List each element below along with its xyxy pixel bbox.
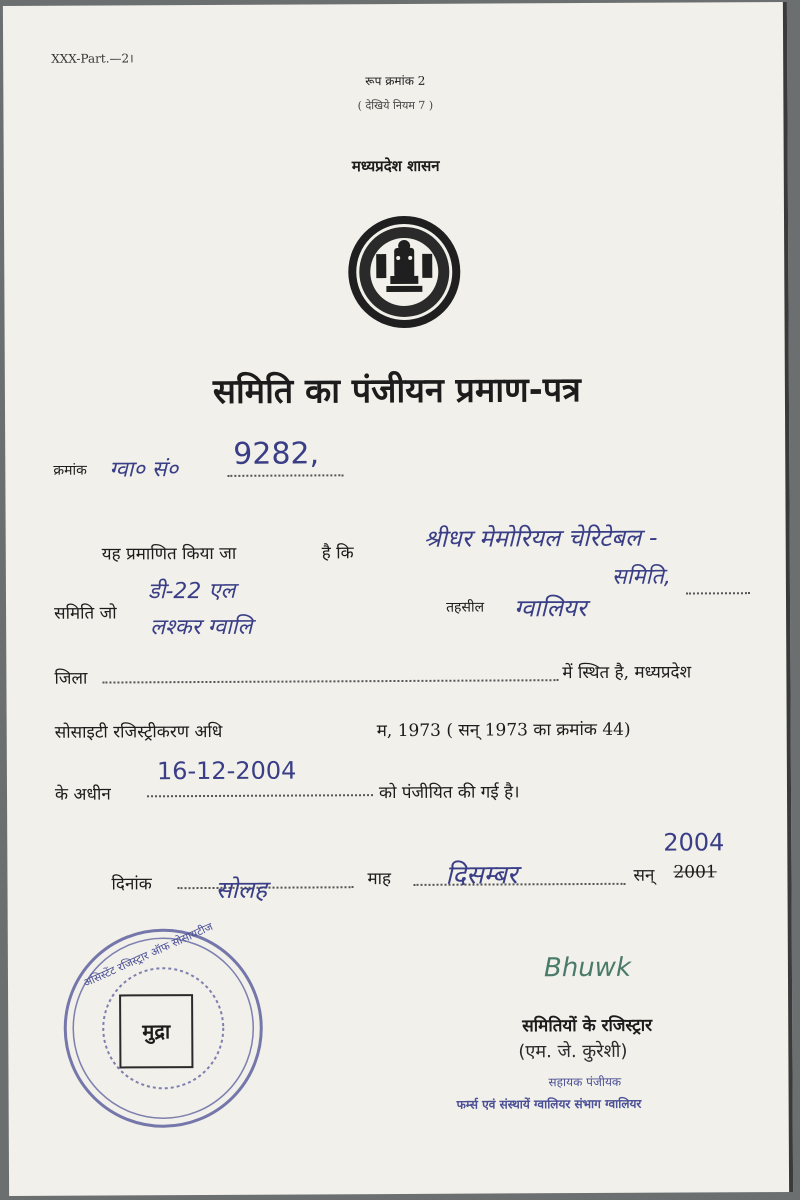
date-label: दिनांक bbox=[111, 874, 152, 895]
district-label: जिला bbox=[54, 668, 88, 689]
designation: सहायक पंजीयक bbox=[548, 1074, 622, 1090]
rule-reference: ( देखिये नियम 7 ) bbox=[357, 98, 434, 113]
situated-text: में स्थित है, मध्यप्रदेश bbox=[562, 662, 692, 684]
month-handwritten: दिसम्बर bbox=[445, 860, 518, 891]
year-handwritten: 2004 bbox=[663, 828, 725, 857]
office-name: फर्म्स एवं संस्थायें ग्वालियर संभाग ग्वालियर bbox=[456, 1096, 642, 1112]
day-handwritten: सोलह bbox=[215, 875, 268, 904]
certificate-paper bbox=[3, 2, 793, 1196]
tehsil-name: ग्वालियर bbox=[513, 594, 587, 623]
certify-text-mid: है कि bbox=[321, 543, 354, 564]
registrar-title: समितियों के रजिस्ट्रार bbox=[522, 1015, 653, 1037]
year-printed: 2001 bbox=[673, 862, 717, 883]
year-label: सन् bbox=[633, 865, 655, 886]
serial-underline bbox=[227, 474, 343, 477]
certify-text: यह प्रमाणित किया जा bbox=[101, 543, 237, 565]
stamp-box-text: मुद्रा bbox=[142, 1019, 171, 1044]
government-name: मध्यप्रदेश शासन bbox=[351, 156, 440, 176]
date-dots bbox=[147, 794, 373, 797]
society-suffix: समिति, bbox=[611, 564, 671, 590]
society-name: श्रीधर मेमोरियल चेरिटेबल - bbox=[423, 523, 658, 553]
registration-date: 16-12-2004 bbox=[156, 756, 297, 786]
society-dots bbox=[686, 592, 750, 594]
act-text: सोसाइटी रजिस्ट्रीकरण अधि bbox=[54, 721, 223, 743]
stamp-ring-text: असिस्टेंट रजिस्ट्रार ऑफ सोसायटीज bbox=[81, 919, 215, 990]
form-number: रूप क्रमांक 2 bbox=[365, 73, 426, 89]
registered-text: को पंजीयित की गई है। bbox=[378, 782, 520, 804]
madhya-pradesh-emblem-icon bbox=[346, 214, 463, 331]
locality-handwritten: लश्कर ग्वालि bbox=[150, 614, 253, 641]
certificate-title: समिति का पंजीयन प्रमाण-पत्र bbox=[212, 370, 581, 412]
serial-prefix: ग्वा० सं० bbox=[109, 457, 179, 483]
district-dots bbox=[102, 679, 558, 683]
serial-label: क्रमांक bbox=[53, 462, 87, 479]
page-code: XXX-Part.—2। bbox=[51, 51, 134, 66]
tehsil-label: तहसील bbox=[446, 599, 485, 616]
act-text-continued: म, 1973 ( सन् 1973 का क्रमांक 44) bbox=[376, 719, 631, 742]
samiti-jo-label: समिति जो bbox=[54, 603, 117, 624]
month-label: माह bbox=[367, 869, 392, 890]
under-label: के अधीन bbox=[54, 784, 111, 805]
registrar-name: (एम. जे. कुरेशी) bbox=[518, 1040, 628, 1063]
official-stamp bbox=[58, 919, 269, 1134]
signature-icon: Bhuwk bbox=[543, 952, 632, 984]
address-handwritten: डी-22 एल bbox=[147, 578, 236, 605]
serial-number: 9282, bbox=[233, 436, 320, 472]
